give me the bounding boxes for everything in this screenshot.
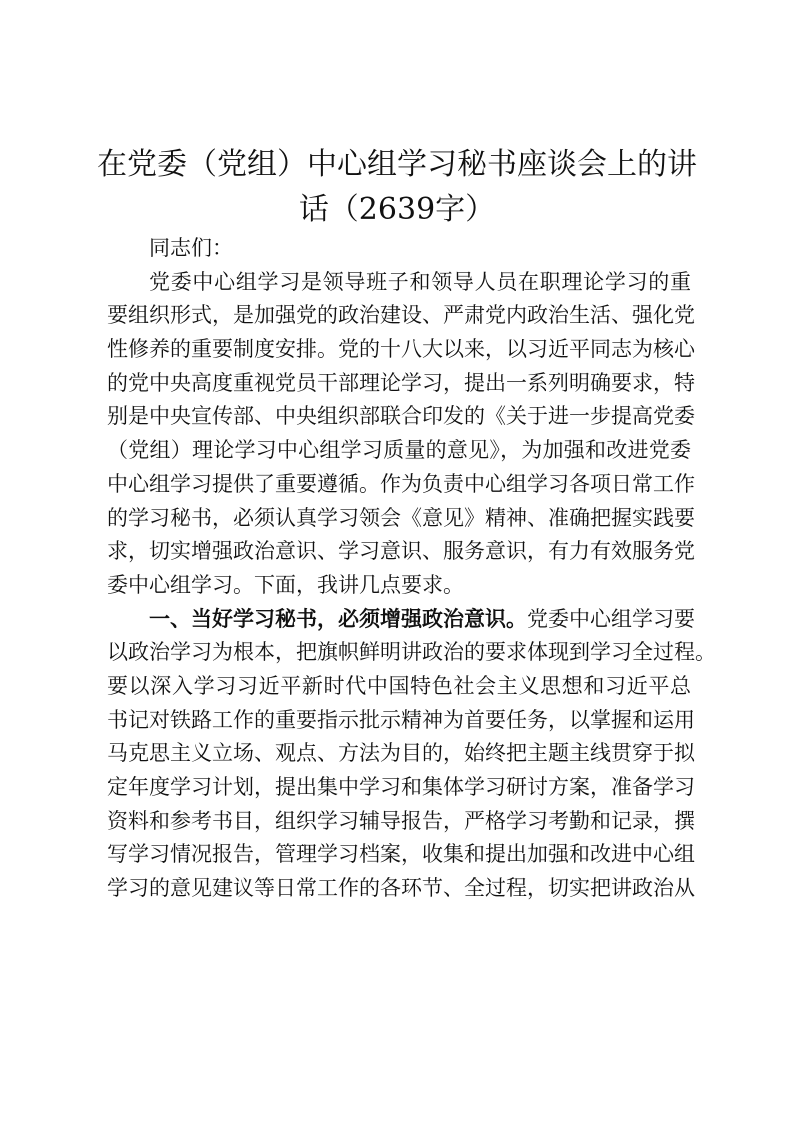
salutation: 同志们： [149,236,233,260]
paragraph-line: 要以深入学习习近平新时代中国特色社会主义思想和习近平总 [107,673,691,698]
paragraph-line: （党组）理论学习中心组学习质量的意见》，为加强和改进党委 [107,438,691,463]
paragraph-section-1 [107,603,716,906]
paragraph-line: 的学习秘书，必须认真学习领会《意见》精神、准确把握实践要 [107,505,695,530]
paragraph-line: 性修养的重要制度安排。党的十八大以来，以习近平同志为核心 [107,337,695,362]
paragraph-line: 委中心组学习。下面，我讲几点要求。 [107,572,464,597]
paragraph-line: 定年度学习计划，提出集中学习和集体学习研讨方案，准备学习 [107,775,695,799]
paragraph-line: 的党中央高度重视党员干部理论学习，提出一系列明确要求，特 [107,370,695,395]
paragraph-line: 书记对铁路工作的重要指示批示精神为首要任务，以掌握和运用 [107,707,695,732]
paragraph-line: 别是中央宣传部、中央组织部联合印发的《关于进一步提高党委 [107,404,695,429]
paragraph-line [107,603,695,637]
paragraph-line: 以政治学习为根本，把旗帜鲜明讲政治的要求体现到学习全过程。 [107,640,716,665]
paragraph-line: 党委中心组学习是领导班子和领导人员在职理论学习的重 [149,269,691,294]
paragraph-line: 求，切实增强政治意识、学习意识、服务意识，有力有效服务党 [107,539,695,564]
title-line-1: 在党委（党组）中心组学习秘书座谈会上的讲 [97,147,697,182]
paragraph-text: 党委中心组学习要 [527,606,695,631]
document-body [107,232,716,906]
paragraph-line: 资料和参考书目，组织学习辅导报告，严格学习考勤和记录，撰 [107,808,695,833]
paragraph-line: 要组织形式，是加强党的政治建设、严肃党内政治生活、强化党 [107,303,695,328]
section-heading: 一、当好学习秘书，必须增强政治意识。 [149,606,527,631]
paragraph-intro [107,266,695,603]
paragraph-line: 写学习情况报告，管理学习档案，收集和提出加强和改进中心组 [107,842,695,867]
paragraph-line: 马克思主义立场、观点、方法为目的，始终把主题主线贯穿于拟 [107,741,695,766]
title-line-2: 话（2639字） [298,192,496,227]
document-title [94,147,700,228]
paragraph-line: 学习的意见建议等日常工作的各环节、全过程，切实把讲政治从 [107,876,695,901]
paragraph-line: 中心组学习提供了重要遵循。作为负责中心组学习各项日常工作 [107,471,695,496]
